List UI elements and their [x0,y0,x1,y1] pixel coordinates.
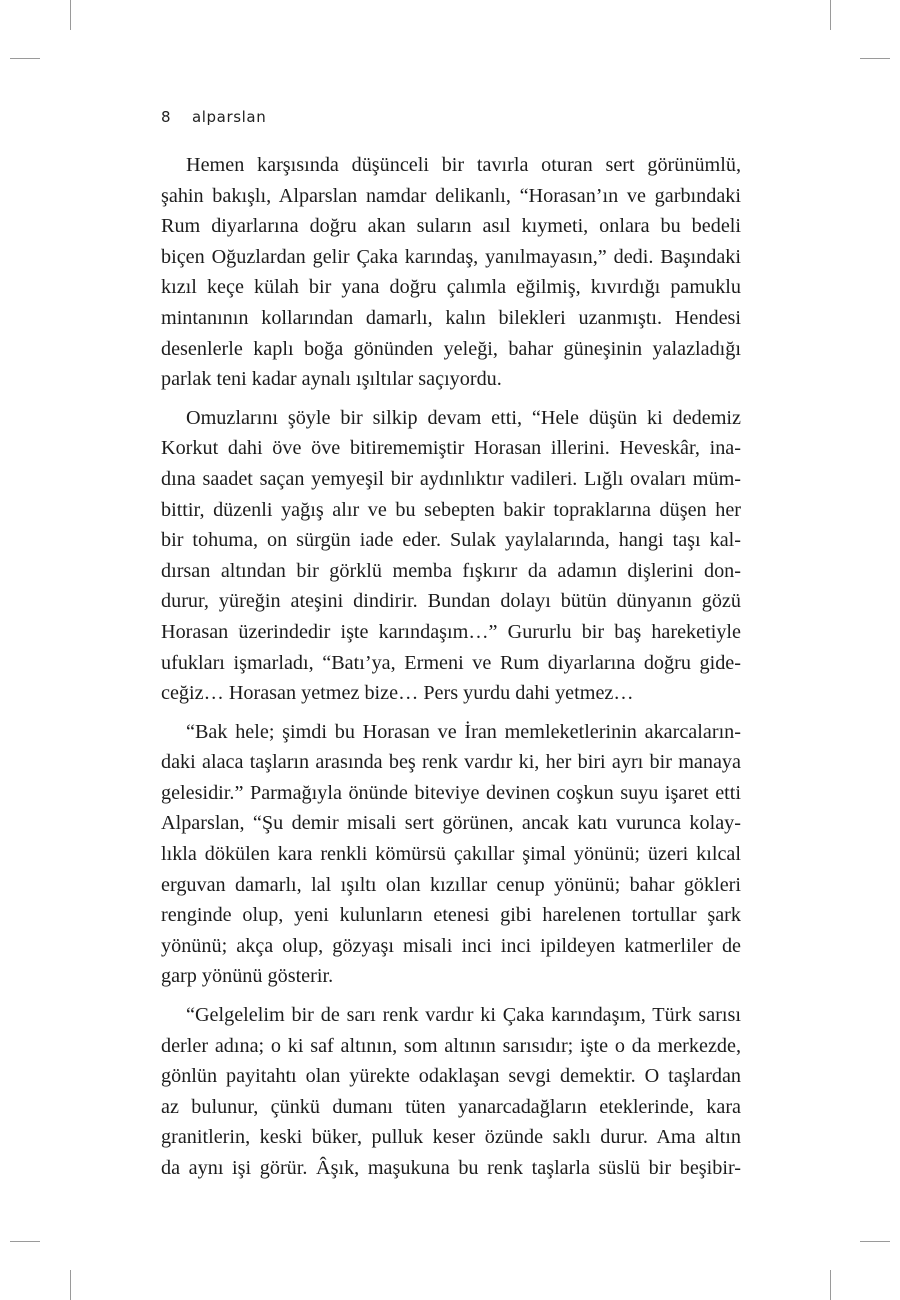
text-line: dına saadet saçan yemyeşil bir aydınlıktır vadileri. Lığlı ovaları müm- [161,467,741,490]
text-line: Omuzlarını şöyle bir silkip devam etti, “Hele düşün ki dedemiz [186,406,741,429]
crop-mark-right-bottom [860,1241,890,1242]
text-line: “Gelgelelim bir de sarı renk vardır ki Çaka karındaşım, Türk sarısı [186,1004,741,1027]
text-line: garp yönünü gösterir. [161,965,334,988]
text-line: da aynı işi görür. Âşık, maşukuna bu renk taşlarla süslü bir beşibir- [161,1157,741,1179]
text-line: Korkut dahi öve öve bitirememiştir Horasan illerini. Heveskâr, ina- [161,437,741,460]
crop-mark-bottom-left [70,1270,71,1300]
text-line: desenlerle kaplı boğa gönünden yeleği, bahar güneşinin yalazladığı [161,337,741,360]
paragraph [161,717,741,992]
text-line: renginde olup, yeni kulunların etenesi gibi harelenen tortullar şark [161,904,741,927]
text-line: bittir, düzenli yağış alır ve bu sebepten bakir topraklarına düşen her [161,498,741,521]
page-number: 8 [161,108,172,126]
text-line: gelesidir.” Parmağıyla önünde biteviye devinen coşkun suyu işaret etti [161,781,741,804]
text-line: durur, yüreğin ateşini dindirir. Bundan dolayı bütün dünyanın gözü [161,590,741,613]
text-line: az bulunur, çünkü dumanı tüten yanarcadağların eteklerinde, kara [161,1095,741,1118]
text-line: Hemen karşısında düşünceli bir tavırla oturan sert görünümlü, [186,154,741,176]
crop-mark-bottom-right [830,1270,831,1300]
text-line: gönlün payitahtı olan yürekte odaklaşan sevgi demektir. O taşlardan [161,1065,741,1088]
text-line: Horasan üzerindedir işte karındaşım…” Gururlu bir baş hareketiyle [161,620,741,643]
paragraph [161,403,741,709]
body-text [161,150,741,1184]
text-line: bir tohuma, on sürgün iade eder. Sulak yaylalarında, hangi taşı kal- [161,529,741,552]
text-line: yönünü; akça olup, gözyaşı misali inci inci ipildeyen katmerliler de [161,934,741,957]
running-title: alparslan [192,108,267,126]
text-line: daki alaca taşların arasında beş renk vardır ki, her biri ayrı bir manaya [161,751,741,774]
text-line: parlak teni kadar aynalı ışıltılar saçıyordu. [161,368,502,391]
text-line: derler adına; o ki saf altının, som altının sarısıdır; işte o da merkezde, [161,1034,741,1057]
text-line: granitlerin, keski büker, pulluk keser özünde saklı durur. Ama altın [161,1126,741,1149]
text-line: Rum diyarlarına doğru akan suların asıl kıymeti, onlara bu bedeli [161,215,741,238]
text-line: kızıl keçe külah bir yana doğru çalımla eğilmiş, kıvırdığı pamuklu [161,276,741,299]
crop-mark-right-top [860,58,890,59]
crop-mark-top-right [830,0,831,30]
text-line: Alparslan, “Şu demir misali sert görünen, ancak katı vurunca kolay- [161,812,741,835]
text-line: biçen Oğuzlardan gelir Çaka karındaş, yanılmayasın,” dedi. Başındaki [161,245,741,268]
crop-mark-left-top [10,58,40,59]
running-header [161,108,266,126]
text-line: dırsan altından bir görklü memba fışkırır da adamın dişlerini don- [161,559,741,582]
text-line: ceğiz… Horasan yetmez bize… Pers yurdu dahi yetmez… [161,682,634,705]
text-line: erguvan damarlı, lal ışıltı olan kızıllar cenup yönünü; bahar gökleri [161,873,741,896]
crop-mark-left-bottom [10,1241,40,1242]
text-line: lıkla dökülen kara renkli kömürsü çakıllar şimal yönünü; üzeri kılcal [161,843,741,866]
text-line: şahin bakışlı, Alparslan namdar delikanlı, “Horasan’ın ve garbındaki [161,184,741,207]
text-line: “Bak hele; şimdi bu Horasan ve İran memleketlerinin akarcaların- [186,720,741,743]
text-line: mintanının kollarından damarlı, kalın bilekleri uzanmıştı. Hendesi [161,306,741,329]
crop-mark-top-left [70,0,71,30]
text-line: ufukları işmarladı, “Batı’ya, Ermeni ve Rum diyarlarına doğru gide- [161,651,741,674]
paragraph [161,150,741,395]
paragraph [161,1000,741,1184]
